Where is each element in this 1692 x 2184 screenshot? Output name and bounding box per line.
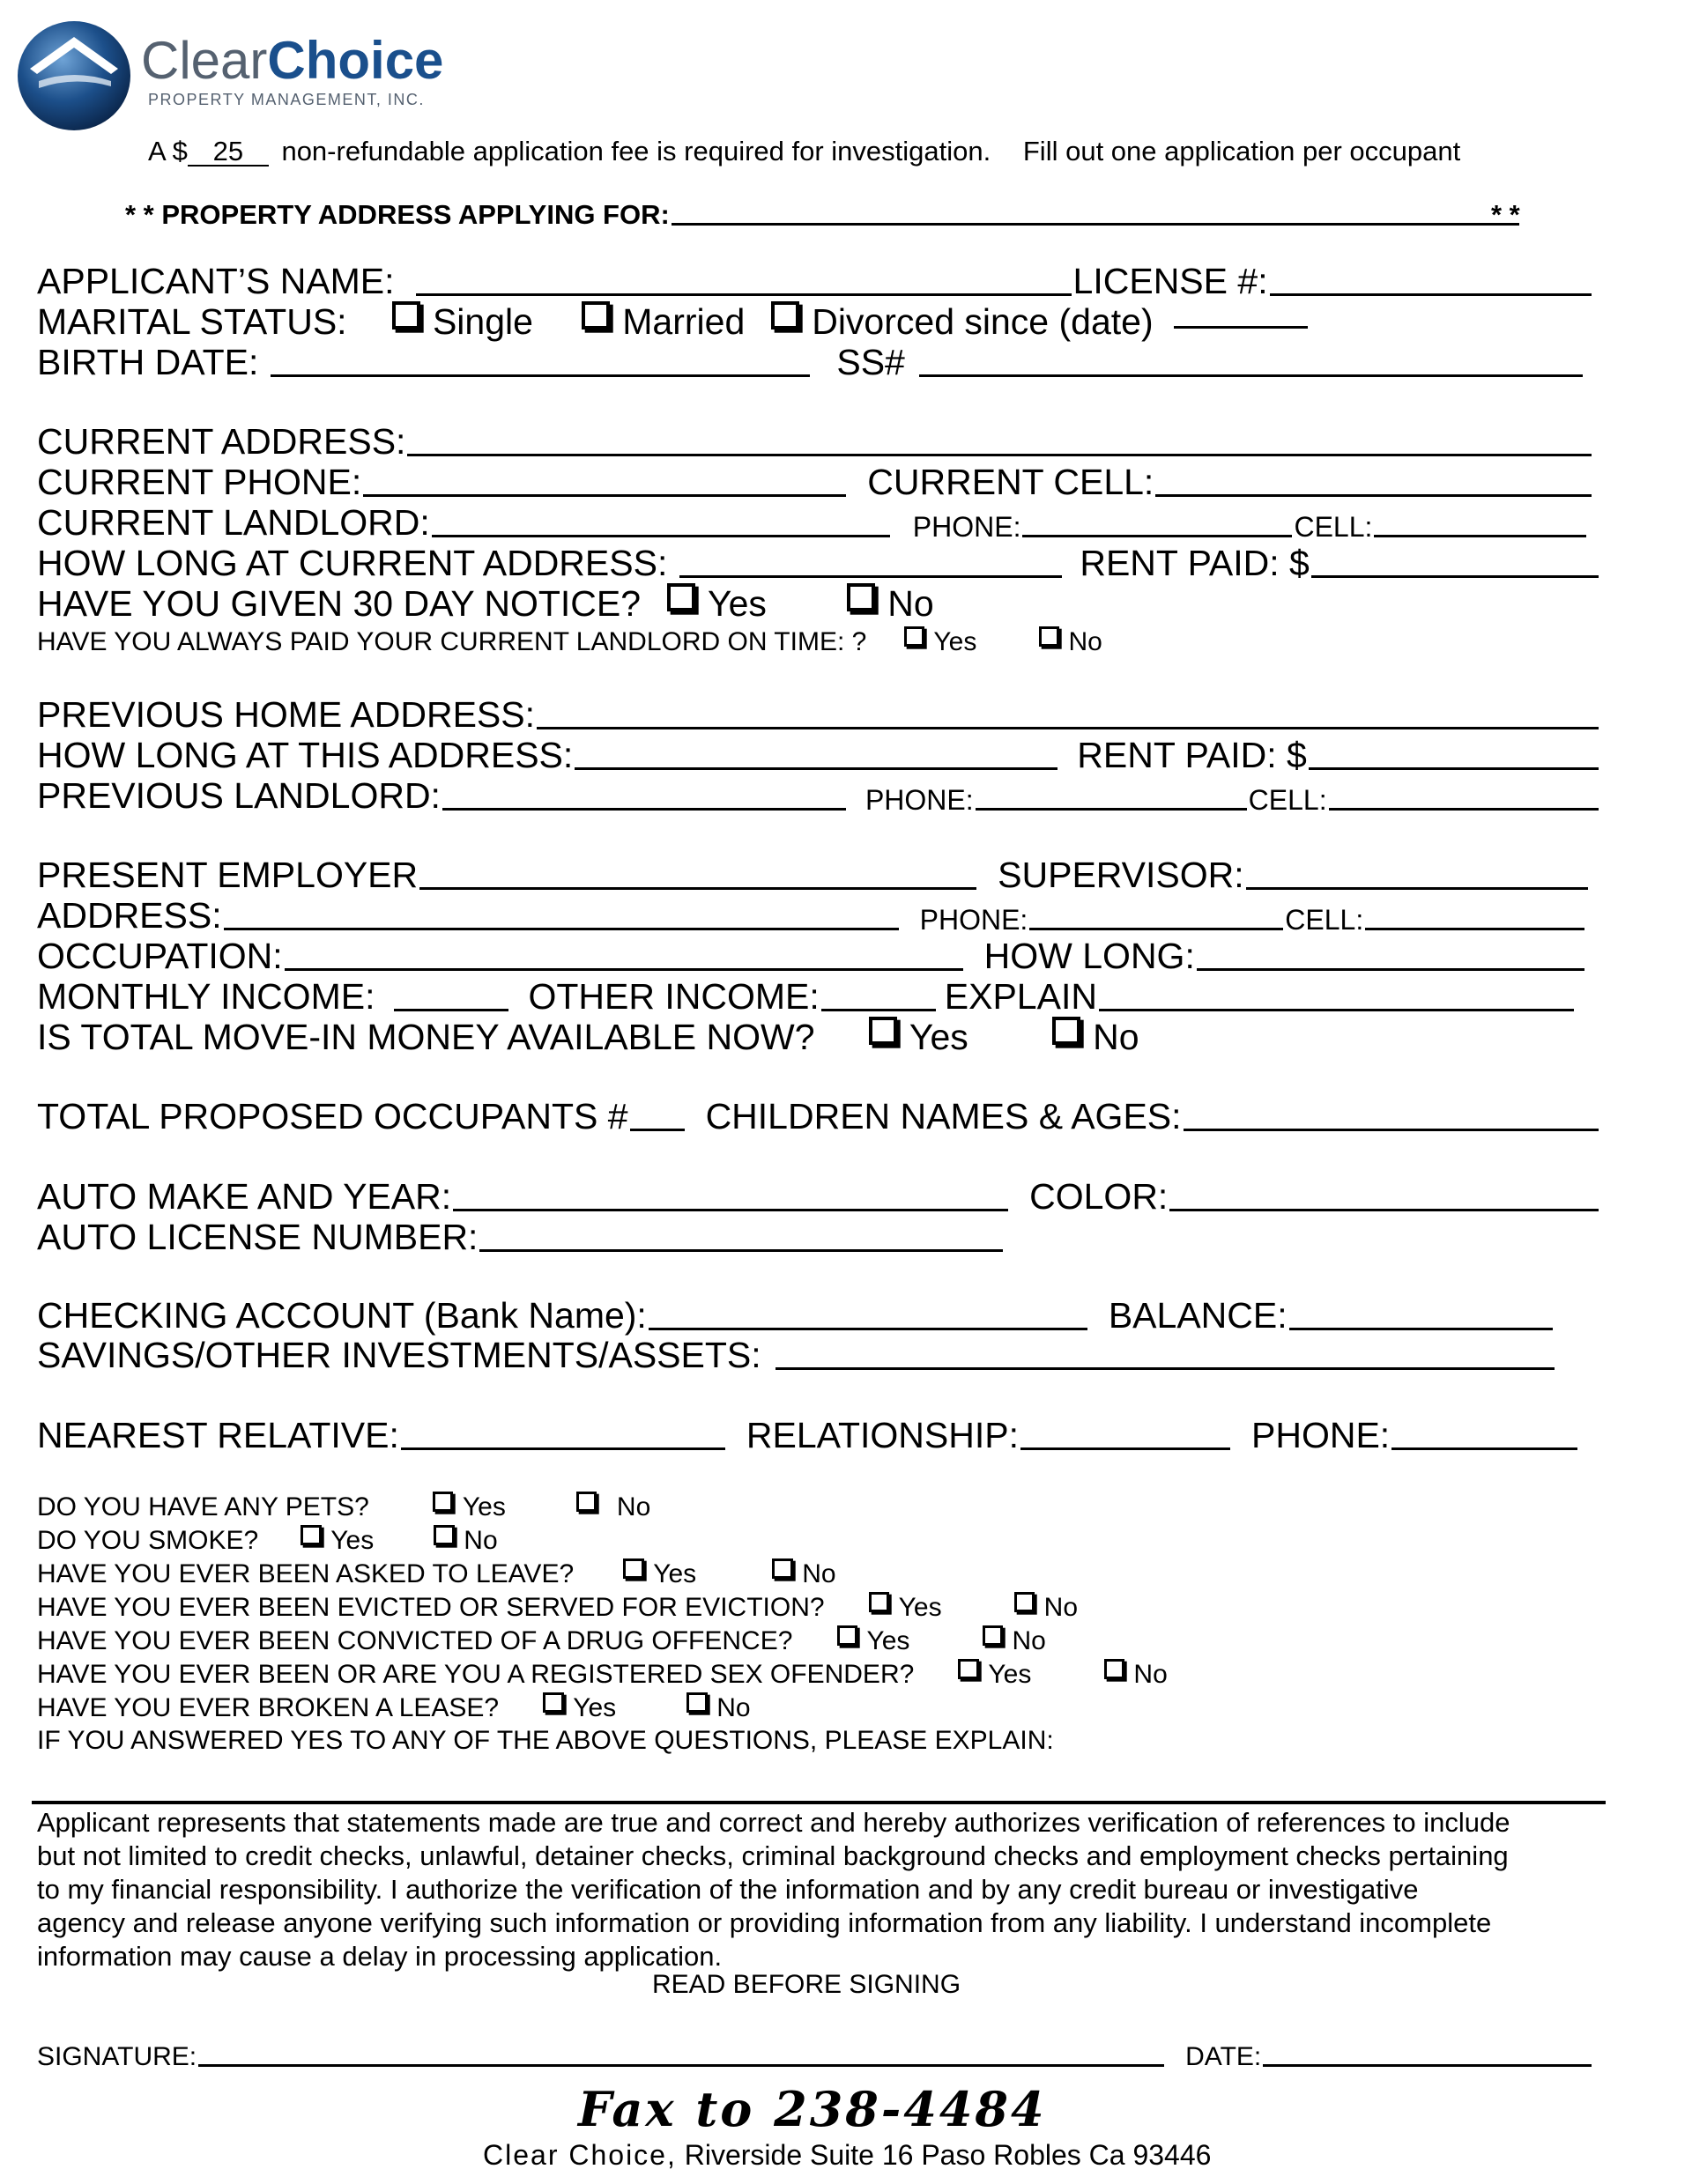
- current-phone-field[interactable]: [363, 493, 846, 497]
- current-landlord-label: CURRENT LANDLORD:: [37, 502, 430, 543]
- broken-lease-yes-checkbox[interactable]: [543, 1692, 563, 1713]
- paid-on-time-yes-label: Yes: [933, 626, 977, 656]
- logo-house-icon: [12, 11, 136, 134]
- how-long-current-label: HOW LONG AT CURRENT ADDRESS:: [37, 543, 668, 583]
- applicant-name-row: [37, 261, 1593, 301]
- drug-no-checkbox[interactable]: [983, 1625, 1003, 1646]
- question-broken-lease-label: HAVE YOU EVER BROKEN A LEASE?: [37, 1692, 500, 1722]
- license-label: LICENSE #:: [1072, 261, 1268, 301]
- date-label: DATE:: [1185, 2042, 1262, 2071]
- evicted-yes-checkbox[interactable]: [869, 1592, 889, 1612]
- previous-landlord-cell-label: CELL:: [1248, 784, 1327, 816]
- paid-on-time-no-checkbox[interactable]: [1039, 626, 1059, 647]
- brand-name: [141, 32, 443, 90]
- authorization-line-1: Applicant represents that statements made are true and correct and hereby authorizes verification of references to include: [37, 1807, 1510, 1838]
- property-address-field[interactable]: [672, 222, 1519, 226]
- question-broken-lease: [37, 1692, 751, 1723]
- current-address-label: CURRENT ADDRESS:: [37, 421, 406, 462]
- asked-leave-yes-label: Yes: [653, 1558, 697, 1588]
- move-in-no-checkbox[interactable]: [1052, 1017, 1080, 1045]
- current-landlord-row: [37, 502, 1588, 543]
- current-landlord-cell-label: CELL:: [1294, 511, 1373, 543]
- previous-how-long-field[interactable]: [575, 766, 1058, 770]
- current-rent-field[interactable]: [1311, 574, 1599, 578]
- pets-yes-checkbox[interactable]: [433, 1492, 453, 1512]
- move-in-label: IS TOTAL MOVE-IN MONEY AVAILABLE NOW?: [37, 1017, 815, 1057]
- auto-license-row: [37, 1217, 1005, 1257]
- employment-how-long-label: HOW LONG:: [983, 936, 1195, 976]
- question-asked-leave-label: HAVE YOU EVER BEEN ASKED TO LEAVE?: [37, 1558, 575, 1588]
- previous-address-field[interactable]: [537, 726, 1599, 729]
- income-row: [37, 976, 1576, 1017]
- broken-lease-yes-label: Yes: [573, 1692, 617, 1722]
- fee-amount: 25: [188, 138, 269, 167]
- fee-line: [148, 136, 1460, 167]
- savings-field[interactable]: [776, 1366, 1555, 1370]
- balance-label: BALANCE:: [1108, 1295, 1288, 1336]
- evicted-no-checkbox[interactable]: [1014, 1592, 1035, 1612]
- fee-text: non-refundable application fee is required for investigation.: [281, 136, 991, 167]
- monthly-income-field[interactable]: [394, 1008, 508, 1011]
- authorization-line-5: information may cause a delay in processing application.: [37, 1941, 723, 1972]
- explain-separator-line[interactable]: [32, 1801, 1606, 1804]
- footer-brand: Clear Choice,: [483, 2139, 677, 2171]
- relationship-label: RELATIONSHIP:: [746, 1415, 1019, 1455]
- drug-yes-checkbox[interactable]: [837, 1625, 857, 1646]
- current-cell-label: CURRENT CELL:: [867, 462, 1154, 502]
- previous-address-row: [37, 694, 1600, 735]
- pets-no-checkbox[interactable]: [576, 1492, 597, 1512]
- employer-address-row: [37, 895, 1586, 936]
- auto-make-field[interactable]: [453, 1208, 1008, 1211]
- question-smoke: [37, 1525, 498, 1556]
- how-long-current-field[interactable]: [679, 574, 1062, 578]
- question-evicted: [37, 1592, 1078, 1623]
- employer-cell-label: CELL:: [1285, 904, 1364, 936]
- auto-license-label: AUTO LICENSE NUMBER:: [37, 1217, 479, 1257]
- notice-label: HAVE YOU GIVEN 30 DAY NOTICE?: [37, 583, 642, 624]
- current-rent-label: RENT PAID: $: [1080, 543, 1310, 583]
- previous-address-label: PREVIOUS HOME ADDRESS:: [37, 694, 536, 735]
- question-sex-offender-label: HAVE YOU EVER BEEN OR ARE YOU A REGISTERED SEX OFENDER?: [37, 1659, 915, 1689]
- sex-offender-no-checkbox[interactable]: [1104, 1659, 1124, 1679]
- authorization-line-4: agency and release anyone verifying such information or providing information from any liability. I understand incomplete: [37, 1907, 1492, 1938]
- occupation-row: [37, 936, 1586, 976]
- explain-label: EXPLAIN: [944, 976, 1097, 1017]
- pets-no-label: No: [616, 1492, 651, 1521]
- employer-address-field[interactable]: [224, 927, 899, 930]
- employer-label: PRESENT EMPLOYER: [37, 855, 419, 895]
- property-address-tail: * *: [1491, 199, 1520, 230]
- evicted-yes-label: Yes: [898, 1592, 942, 1622]
- monthly-income-label: MONTHLY INCOME:: [37, 976, 375, 1017]
- divorced-date-field[interactable]: [1174, 325, 1308, 329]
- footer-street: Riverside Suite 16 Paso Robles Ca 93446: [684, 2139, 1212, 2171]
- single-checkbox[interactable]: [392, 301, 420, 329]
- license-field[interactable]: [1270, 292, 1592, 296]
- birth-date-row: [37, 342, 1584, 382]
- marital-status-label: MARITAL STATUS:: [37, 301, 347, 342]
- sex-offender-yes-label: Yes: [988, 1659, 1032, 1689]
- previous-rent-field[interactable]: [1309, 766, 1599, 770]
- fax-number: Fax to 238-4484: [578, 2081, 1047, 2137]
- previous-landlord-phone-label: PHONE:: [865, 784, 974, 816]
- current-landlord-cell-field[interactable]: [1374, 534, 1586, 537]
- move-in-row: [37, 1017, 1139, 1057]
- current-phone-row: [37, 462, 1593, 502]
- question-sex-offender: [37, 1659, 1168, 1690]
- fee-prefix: A $: [148, 136, 188, 167]
- ss-field[interactable]: [919, 374, 1583, 377]
- employer-phone-label: PHONE:: [919, 904, 1028, 936]
- smoke-no-checkbox[interactable]: [434, 1525, 454, 1545]
- question-pets: [37, 1492, 650, 1522]
- employer-row: [37, 855, 1590, 895]
- previous-landlord-row: [37, 775, 1600, 816]
- current-landlord-field[interactable]: [432, 534, 890, 537]
- move-in-no-label: No: [1093, 1017, 1139, 1057]
- question-explain: IF YOU ANSWERED YES TO ANY OF THE ABOVE QUESTIONS, PLEASE EXPLAIN:: [37, 1726, 1054, 1755]
- date-field[interactable]: [1263, 2063, 1592, 2067]
- paid-on-time-label: HAVE YOU ALWAYS PAID YOUR CURRENT LANDLORD ON TIME: ?: [37, 626, 867, 656]
- savings-label: SAVINGS/OTHER INVESTMENTS/ASSETS:: [37, 1335, 761, 1375]
- drug-no-label: No: [1012, 1625, 1046, 1655]
- fee-note: Fill out one application per occupant: [1022, 136, 1461, 167]
- current-address-row: [37, 421, 1593, 462]
- auto-make-label: AUTO MAKE AND YEAR:: [37, 1176, 452, 1217]
- employer-address-label: ADDRESS:: [37, 895, 222, 936]
- total-occupants-label: TOTAL PROPOSED OCCUPANTS #: [37, 1096, 628, 1136]
- occupation-field[interactable]: [285, 967, 963, 971]
- birth-date-field[interactable]: [271, 374, 810, 377]
- drug-yes-label: Yes: [866, 1625, 910, 1655]
- smoke-yes-label: Yes: [330, 1525, 375, 1555]
- paid-on-time-no-label: No: [1068, 626, 1102, 656]
- question-asked-leave: [37, 1558, 836, 1589]
- ss-label: SS#: [836, 342, 905, 382]
- notice-no-label: No: [887, 583, 934, 624]
- property-address-row: [125, 199, 1521, 231]
- question-evicted-label: HAVE YOU EVER BEEN EVICTED OR SERVED FOR EVICTION?: [37, 1592, 825, 1622]
- question-drug-label: HAVE YOU EVER BEEN CONVICTED OF A DRUG OFFENCE?: [37, 1625, 793, 1655]
- current-phone-label: CURRENT PHONE:: [37, 462, 362, 502]
- previous-how-long-label: HOW LONG AT THIS ADDRESS:: [37, 735, 574, 775]
- birth-date-label: BIRTH DATE:: [37, 342, 259, 382]
- previous-landlord-field[interactable]: [442, 807, 846, 811]
- previous-landlord-label: PREVIOUS LANDLORD:: [37, 775, 441, 816]
- authorization-line-3: to my financial responsibility. I authorize the verification of the information and by any credit bureau or investigative: [37, 1874, 1419, 1905]
- current-address-field[interactable]: [407, 453, 1592, 456]
- brand-tagline: PROPERTY MANAGEMENT, INC.: [148, 91, 425, 108]
- current-landlord-phone-label: PHONE:: [912, 511, 1021, 543]
- notice-no-checkbox[interactable]: [847, 583, 875, 611]
- current-landlord-phone-field[interactable]: [1022, 534, 1292, 537]
- signature-field[interactable]: [198, 2063, 1164, 2067]
- employer-field[interactable]: [419, 886, 976, 890]
- move-in-yes-label: Yes: [909, 1017, 968, 1057]
- paid-on-time-yes-checkbox[interactable]: [904, 626, 924, 647]
- auto-license-field[interactable]: [479, 1248, 1003, 1252]
- smoke-no-label: No: [464, 1525, 498, 1555]
- other-income-field[interactable]: [821, 1008, 936, 1011]
- supervisor-label: SUPERVISOR:: [998, 855, 1244, 895]
- broken-lease-no-checkbox[interactable]: [686, 1692, 707, 1713]
- notice-row: [37, 583, 934, 624]
- balance-field[interactable]: [1289, 1327, 1553, 1330]
- divorced-checkbox[interactable]: [771, 301, 799, 329]
- auto-color-field[interactable]: [1169, 1208, 1599, 1211]
- current-cell-field[interactable]: [1155, 493, 1592, 497]
- asked-leave-no-label: No: [802, 1558, 836, 1588]
- auto-make-row: [37, 1176, 1600, 1217]
- checking-field[interactable]: [649, 1327, 1087, 1330]
- previous-how-long-row: [37, 735, 1600, 775]
- brand-name-clear: Clear: [141, 31, 268, 90]
- property-address-label: * * PROPERTY ADDRESS APPLYING FOR:: [125, 199, 670, 230]
- marital-status-row: [37, 301, 1310, 342]
- relative-phone-label: PHONE:: [1250, 1415, 1391, 1455]
- auto-color-label: COLOR:: [1029, 1176, 1169, 1217]
- checking-row: [37, 1295, 1555, 1336]
- applicant-name-field[interactable]: [416, 292, 1072, 296]
- previous-rent-label: RENT PAID: $: [1077, 735, 1307, 775]
- notice-yes-label: Yes: [708, 583, 767, 624]
- previous-landlord-cell-field[interactable]: [1329, 807, 1599, 811]
- relative-phone-field[interactable]: [1391, 1447, 1577, 1450]
- move-in-yes-checkbox[interactable]: [869, 1017, 897, 1045]
- sex-offender-no-label: No: [1133, 1659, 1168, 1689]
- occupation-label: OCCUPATION:: [37, 936, 283, 976]
- sex-offender-yes-checkbox[interactable]: [958, 1659, 978, 1679]
- brand-name-choice: Choice: [267, 31, 444, 90]
- savings-row: [37, 1335, 1556, 1375]
- relative-row: [37, 1415, 1579, 1455]
- notice-yes-checkbox[interactable]: [667, 583, 695, 611]
- authorization-line-2: but not limited to credit checks, unlawful, detainer checks, criminal background checks and employment checks pertaining: [37, 1840, 1509, 1871]
- checking-label: CHECKING ACCOUNT (Bank Name):: [37, 1295, 647, 1336]
- relative-field[interactable]: [401, 1447, 725, 1450]
- relative-label: NEAREST RELATIVE:: [37, 1415, 399, 1455]
- question-drug: [37, 1625, 1046, 1656]
- signature-row: [37, 2042, 1593, 2072]
- single-label: Single: [432, 301, 533, 342]
- pets-yes-label: Yes: [462, 1492, 506, 1521]
- married-checkbox[interactable]: [582, 301, 610, 329]
- other-income-label: OTHER INCOME:: [528, 976, 820, 1017]
- employment-how-long-field[interactable]: [1197, 967, 1584, 971]
- occupants-row: [37, 1096, 1600, 1136]
- employer-phone-field[interactable]: [1029, 927, 1283, 930]
- previous-landlord-phone-field[interactable]: [976, 807, 1247, 811]
- asked-leave-no-checkbox[interactable]: [772, 1558, 792, 1579]
- question-pets-label: DO YOU HAVE ANY PETS?: [37, 1492, 369, 1521]
- explain-field[interactable]: [1099, 1008, 1574, 1011]
- employer-cell-field[interactable]: [1365, 927, 1584, 930]
- total-occupants-field[interactable]: [630, 1128, 685, 1131]
- children-label: CHILDREN NAMES & AGES:: [705, 1096, 1182, 1136]
- footer-address: [483, 2139, 1211, 2171]
- read-before-signing: READ BEFORE SIGNING: [652, 1970, 961, 1999]
- divorced-label: Divorced since (date): [812, 301, 1154, 342]
- children-field[interactable]: [1184, 1128, 1599, 1131]
- asked-leave-yes-checkbox[interactable]: [623, 1558, 643, 1579]
- paid-on-time-row: [37, 626, 1102, 657]
- married-label: Married: [622, 301, 746, 342]
- broken-lease-no-label: No: [716, 1692, 751, 1722]
- relationship-field[interactable]: [1020, 1447, 1230, 1450]
- company-logo: [12, 11, 136, 138]
- applicant-name-label: APPLICANT’S NAME:: [37, 261, 395, 301]
- supervisor-field[interactable]: [1246, 886, 1588, 890]
- evicted-no-label: No: [1043, 1592, 1079, 1622]
- smoke-yes-checkbox[interactable]: [301, 1525, 321, 1545]
- authorization-text: [37, 1806, 1614, 1973]
- question-smoke-label: DO YOU SMOKE?: [37, 1525, 259, 1555]
- signature-label: SIGNATURE:: [37, 2042, 197, 2071]
- how-long-current-row: [37, 543, 1600, 583]
